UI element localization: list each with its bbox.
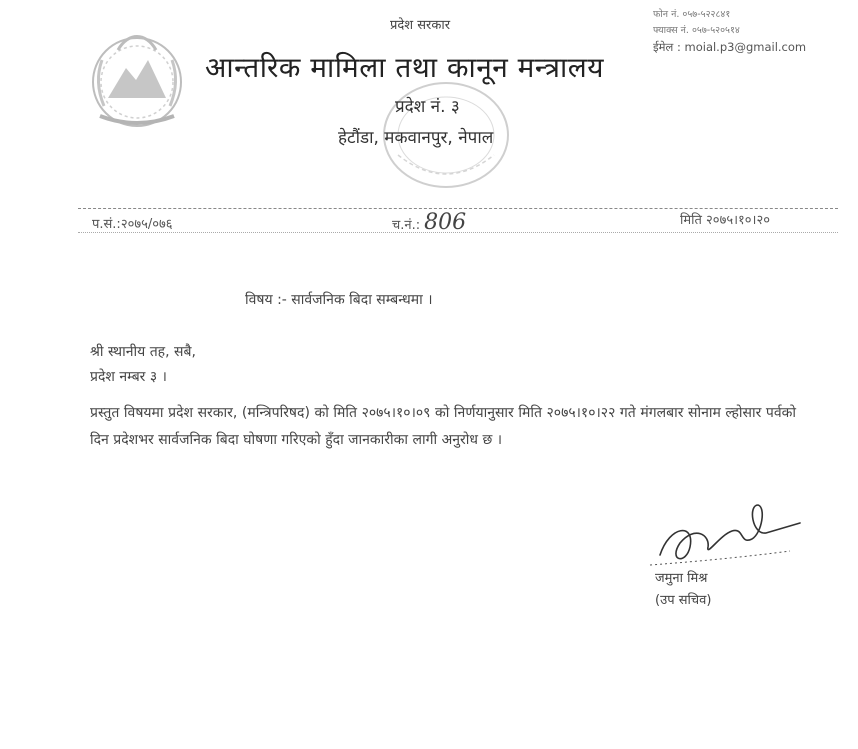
signatory-designation: (उप सचिव) <box>655 593 712 608</box>
email-address: ईमेल : moial.p3@gmail.com <box>653 40 807 54</box>
letter-subject: विषय :- सार्वजनिक बिदा सम्बन्धमा । <box>245 292 433 308</box>
signatory-block <box>655 568 711 612</box>
contact-block <box>653 7 806 55</box>
nepal-emblem-icon <box>78 20 196 138</box>
ministry-title: आन्तरिक मामिला तथा कानून मन्त्रालय <box>205 51 604 84</box>
reference-number: प.सं.:२०७५/०७६ <box>92 217 173 232</box>
recipient-block <box>90 340 196 390</box>
fax-number: फ्याक्स नं. ०५७-५२०५१४ <box>653 25 740 36</box>
recipient-line-1: श्री स्थानीय तह, सबै, <box>90 344 196 360</box>
recipient-line-2: प्रदेश नम्बर ३ । <box>90 369 167 385</box>
dispatch-label: च.नं.: <box>392 218 421 233</box>
province-label: प्रदेश नं. ३ <box>395 97 460 117</box>
letter-date: मिति २०७५।१०।२० <box>680 213 770 228</box>
office-address: हेटौंडा, मकवानपुर, नेपाल <box>338 128 494 148</box>
meta-divider <box>78 232 838 234</box>
government-label: प्रदेश सरकार <box>390 18 451 33</box>
letter-body: प्रस्तुत विषयमा प्रदेश सरकार, (मन्त्रिपरिषद) को मिति २०७५।१०।०९ को निर्णयानुसार मिति २०७५।१०।२२ गते मंगलबार सोनाम ल्होसार पर्वको दिन प्रदेशभर सार्वजनिक बिदा घोषणा गरिएको हुँदा जानकारीका लागी अनुरोध छ । <box>90 405 796 448</box>
phone-number: फोन नं. ०५७-५२२८४१ <box>653 9 731 20</box>
dispatch-value: 806 <box>424 210 467 235</box>
signatory-name: जमुना मिश्र <box>655 571 708 586</box>
